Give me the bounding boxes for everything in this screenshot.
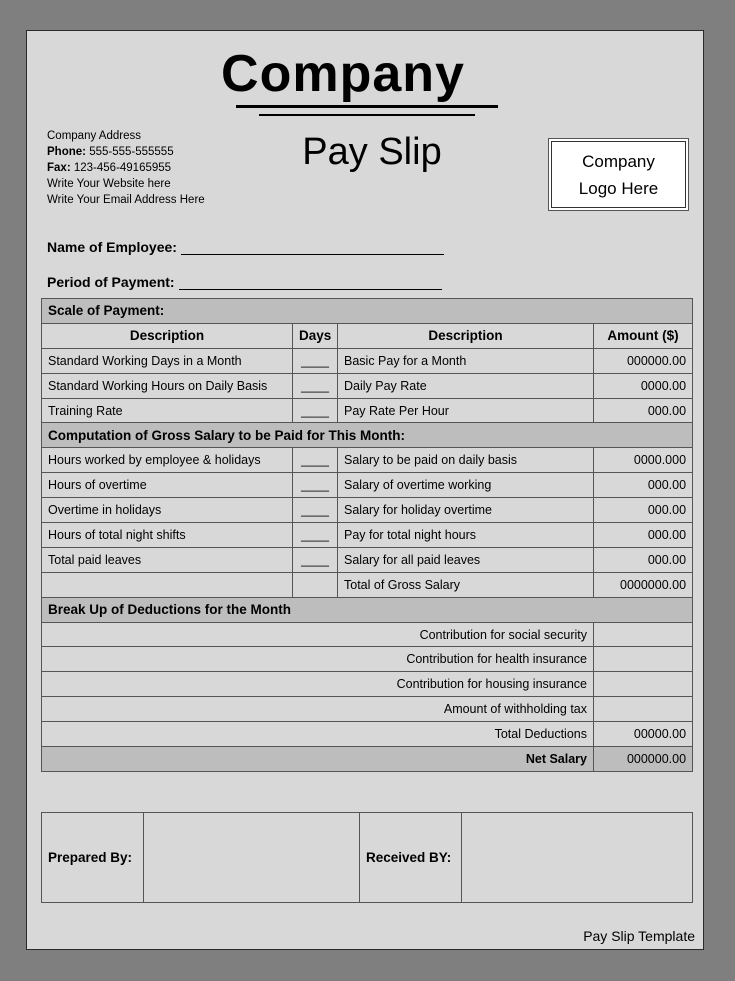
fax-line: Fax: 123-456-49165955	[47, 162, 172, 174]
table-row	[42, 547, 693, 572]
row-days: ____	[293, 373, 338, 398]
row-description: Hours of overtime	[42, 473, 293, 498]
prepared-by-label: Prepared By:	[42, 813, 144, 903]
deduction-amount: 00000.00	[594, 722, 693, 747]
payment-period-blank[interactable]	[179, 275, 442, 290]
row-amount: 000.00	[594, 398, 693, 423]
row-description-2: Daily Pay Rate	[338, 373, 594, 398]
deduction-label: Contribution for housing insurance	[42, 672, 594, 697]
company-contact	[47, 128, 205, 208]
row-amount: 000.00	[594, 473, 693, 498]
table-row	[42, 448, 693, 473]
payment-period-field[interactable]: Period of Payment:	[47, 274, 442, 290]
received-by-signature[interactable]	[462, 813, 693, 903]
net-salary-row	[42, 747, 693, 772]
row-days: ____	[293, 473, 338, 498]
row-description-2: Total of Gross Salary	[338, 572, 594, 597]
row-amount: 000.00	[594, 498, 693, 523]
website-line: Write Your Website here	[47, 178, 171, 190]
row-description: Standard Working Hours on Daily Basis	[42, 373, 293, 398]
row-amount: 0000.00	[594, 373, 693, 398]
row-amount: 000000.00	[594, 348, 693, 373]
deduction-amount	[594, 697, 693, 722]
row-description-2: Salary for holiday overtime	[338, 498, 594, 523]
employee-name-blank[interactable]	[181, 240, 444, 255]
phone-line: Phone: 555-555-555555	[47, 146, 174, 158]
section-scale	[42, 299, 693, 324]
email-line: Write Your Email Address Here	[47, 194, 205, 206]
deduction-row	[42, 722, 693, 747]
row-description: Training Rate	[42, 398, 293, 423]
deduction-amount	[594, 622, 693, 647]
row-days: ____	[293, 523, 338, 548]
row-description	[42, 572, 293, 597]
deduction-row	[42, 622, 693, 647]
row-description-2: Basic Pay for a Month	[338, 348, 594, 373]
pay-slip-sheet	[26, 30, 704, 950]
deduction-row	[42, 697, 693, 722]
section-deductions	[42, 597, 693, 622]
row-description: Standard Working Days in a Month	[42, 348, 293, 373]
table-row	[42, 572, 693, 597]
table-row	[42, 498, 693, 523]
deduction-amount	[594, 647, 693, 672]
row-description-2: Pay for total night hours	[338, 523, 594, 548]
employee-name-field[interactable]: Name of Employee:	[47, 239, 444, 255]
section-gross	[42, 423, 693, 448]
table-row	[42, 373, 693, 398]
section-title: Break Up of Deductions for the Month	[42, 597, 693, 622]
table-row	[42, 348, 693, 373]
col-days: Days	[293, 323, 338, 348]
company-address: Company Address	[47, 130, 141, 142]
company-name: Company	[221, 45, 465, 103]
deduction-label: Amount of withholding tax	[42, 697, 594, 722]
col-description: Description	[42, 323, 293, 348]
table-row	[42, 473, 693, 498]
row-description-2: Salary to be paid on daily basis	[338, 448, 594, 473]
section-title: Scale of Payment:	[42, 299, 693, 324]
pay-table	[41, 298, 693, 772]
row-description: Hours of total night shifts	[42, 523, 293, 548]
row-description: Total paid leaves	[42, 547, 293, 572]
row-amount: 000.00	[594, 523, 693, 548]
table-row	[42, 523, 693, 548]
logo-placeholder: Company Logo Here	[548, 138, 689, 211]
row-days: ____	[293, 448, 338, 473]
net-salary-amount: 000000.00	[594, 747, 693, 772]
row-description-2: Salary of overtime working	[338, 473, 594, 498]
title-underline	[236, 105, 498, 108]
section-title: Computation of Gross Salary to be Paid for This Month:	[42, 423, 693, 448]
row-amount: 0000.000	[594, 448, 693, 473]
row-days: ____	[293, 348, 338, 373]
deduction-label: Contribution for social security	[42, 622, 594, 647]
row-days: ____	[293, 398, 338, 423]
footer-text: Pay Slip Template	[583, 928, 695, 944]
signature-table	[41, 812, 693, 903]
document-title: Pay Slip	[302, 131, 442, 173]
row-days: ____	[293, 547, 338, 572]
table-row	[42, 398, 693, 423]
received-by-label: Received BY:	[360, 813, 462, 903]
net-salary-label: Net Salary	[42, 747, 594, 772]
row-description-2: Pay Rate Per Hour	[338, 398, 594, 423]
row-description-2: Salary for all paid leaves	[338, 547, 594, 572]
deduction-row	[42, 647, 693, 672]
column-headers	[42, 323, 693, 348]
deduction-label: Contribution for health insurance	[42, 647, 594, 672]
prepared-by-signature[interactable]	[144, 813, 360, 903]
row-description: Overtime in holidays	[42, 498, 293, 523]
deduction-amount	[594, 672, 693, 697]
col-amount: Amount ($)	[594, 323, 693, 348]
row-days: ____	[293, 498, 338, 523]
col-description-2: Description	[338, 323, 594, 348]
row-description: Hours worked by employee & holidays	[42, 448, 293, 473]
row-days	[293, 572, 338, 597]
title-underline-secondary	[259, 114, 475, 116]
row-amount: 0000000.00	[594, 572, 693, 597]
deduction-label: Total Deductions	[42, 722, 594, 747]
row-amount: 000.00	[594, 547, 693, 572]
deduction-row	[42, 672, 693, 697]
